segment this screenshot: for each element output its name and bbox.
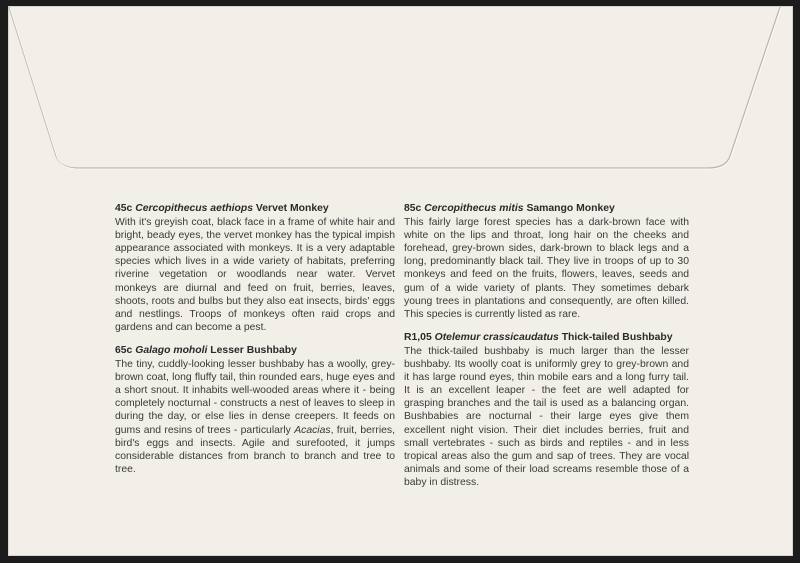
section-heading: [115, 344, 395, 357]
envelope-back: [8, 6, 793, 556]
common-name: Thick-tailed Bushbaby: [561, 331, 673, 343]
body-text-part: The tiny, cuddly-looking lesser bushbaby has a woolly, grey-brown coat, long fluffy tail, thin rounded ears, huge eyes and a short snout. It inhabits well-wooded areas where it - being completely nocturnal - constructs a nest of leaves to sleep in during the day, or else lies in dense creepers. It feeds on gums and resins of trees - particularly: [115, 359, 395, 436]
section-heading: [115, 202, 395, 215]
price-label: 65c: [115, 344, 133, 356]
price-label: 85c: [404, 203, 422, 214]
body-text-part: , fruit, berries, bird's eggs and insects. Agile and surefooted, it jumps considerable distances from branch to branch and tree to tree.: [115, 424, 395, 475]
scientific-name: Cercopithecus mitis: [424, 203, 524, 214]
section-body: With it's greyish coat, black face in a frame of white hair and bright, beady eyes, the vervet monkey has the typical impish appearance associated with monkeys. It is a very adaptable species which lives in a wide variety of habitats, preferring riverine vegetation or woodlands near water. Vervet monkeys are diurnal and feed on fruit, berries, leaves, shoots, roots and bulbs but they also eat insects, birds' eggs and nestlings. Troops of monkeys often raid crops and gardens and can become a pest.: [115, 217, 395, 333]
section-samango-monkey: [404, 202, 689, 321]
section-heading: [404, 331, 689, 344]
common-name: Samango Monkey: [526, 203, 615, 214]
section-body: The thick-tailed bushbaby is much larger than the lesser bushbaby. Its woolly coat is uniformly grey to grey-brown and it has large round eyes, thin mobile ears and a long furry tail. It is an excellent leaper - the feet are well adapted for grasping branches and the tail is used as a balancing organ. Bushbabies are nocturnal - their large eyes give them excellent night vision. Their diet includes berries, fruit and small vertebrates - such as birds and reptiles - and in less tropical areas also the gum and sap of trees. They are vocal animals and some of their load screams resemble those of a baby in distress.: [404, 345, 689, 488]
section-lesser-bushbaby: [115, 344, 395, 476]
text-area: [8, 202, 793, 532]
section-thick-tailed-bushbaby: [404, 331, 689, 489]
section-vervet-monkey: [115, 202, 395, 334]
envelope-flap: [8, 6, 793, 176]
scientific-name: Galago moholi: [135, 344, 208, 356]
body-text-italic: Acacias: [294, 424, 331, 436]
scientific-name: Otelemur crassicaudatus: [434, 331, 559, 343]
right-column: [404, 202, 689, 499]
section-body: This fairly large forest species has a dark-brown face with white on the lips and throat, long hair on the cheeks and forehead, grey-brown sides, dark-brown to black legs and a long, predominantly black tail. They live in troops of up to 30 monkeys and feed on the fruits, flowers, leaves, seeds and gum of a wide variety of plants. They sometimes debark young trees in plantations and consequently, are often killed. This species is currently listed as rare.: [404, 217, 689, 320]
section-heading: [404, 202, 689, 215]
common-name: Vervet Monkey: [255, 203, 329, 214]
scientific-name: Cercopithecus aethiops: [135, 203, 254, 214]
common-name: Lesser Bushbaby: [210, 344, 297, 356]
section-body: [115, 358, 395, 476]
left-column: [115, 202, 395, 486]
price-label: R1,05: [404, 331, 432, 343]
price-label: 45c: [115, 203, 133, 214]
